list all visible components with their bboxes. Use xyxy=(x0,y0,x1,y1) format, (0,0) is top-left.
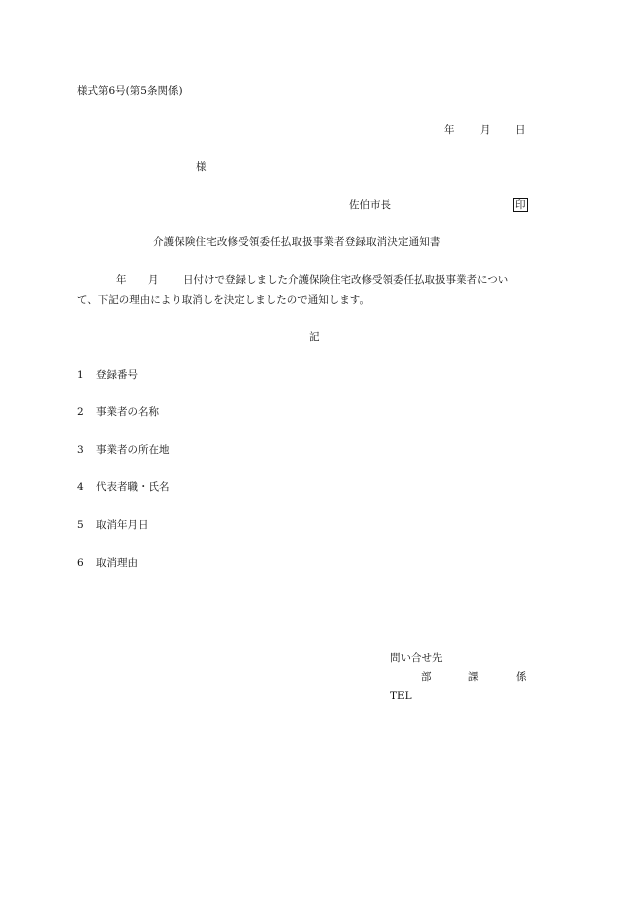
item-number: 6 xyxy=(77,557,84,569)
seal-mark: 印 xyxy=(515,199,526,211)
date-day: 日 xyxy=(515,124,526,136)
item-number: 2 xyxy=(77,406,84,418)
item-label: 事業者の名称 xyxy=(96,406,159,418)
item-label: 代表者職・氏名 xyxy=(96,481,170,493)
form-number-label: 様式第6号(第5条関係) xyxy=(77,85,183,97)
item-label: 取消理由 xyxy=(96,557,138,569)
ki-heading: 記 xyxy=(309,331,320,343)
issuer-title: 佐伯市長 xyxy=(349,199,391,211)
body-year: 年 xyxy=(116,274,127,286)
item-number: 3 xyxy=(77,444,84,456)
contact-heading: 問い合せ先 xyxy=(390,652,443,664)
contact-dept: 部 xyxy=(421,671,432,683)
date-year: 年 xyxy=(444,124,455,136)
contact-unit: 係 xyxy=(516,671,527,683)
item-number: 5 xyxy=(77,519,84,531)
contact-tel: TEL xyxy=(390,690,412,702)
document-title: 介護保険住宅改修受領委任払取扱事業者登録取消決定通知書 xyxy=(153,236,441,248)
contact-section: 課 xyxy=(468,671,479,683)
body-month: 月 xyxy=(148,274,159,286)
body-line2: て、下記の理由により取消しを決定しましたので通知します。 xyxy=(77,294,370,306)
body-line1: 日付けで登録しました介護保険住宅改修受領委任払取扱事業者につい xyxy=(183,274,509,286)
item-label: 登録番号 xyxy=(96,369,138,381)
item-number: 1 xyxy=(77,369,84,381)
date-month: 月 xyxy=(480,124,491,136)
item-label: 取消年月日 xyxy=(96,519,149,531)
addressee-honorific: 様 xyxy=(196,161,207,173)
item-number: 4 xyxy=(77,481,84,493)
item-label: 事業者の所在地 xyxy=(96,444,170,456)
